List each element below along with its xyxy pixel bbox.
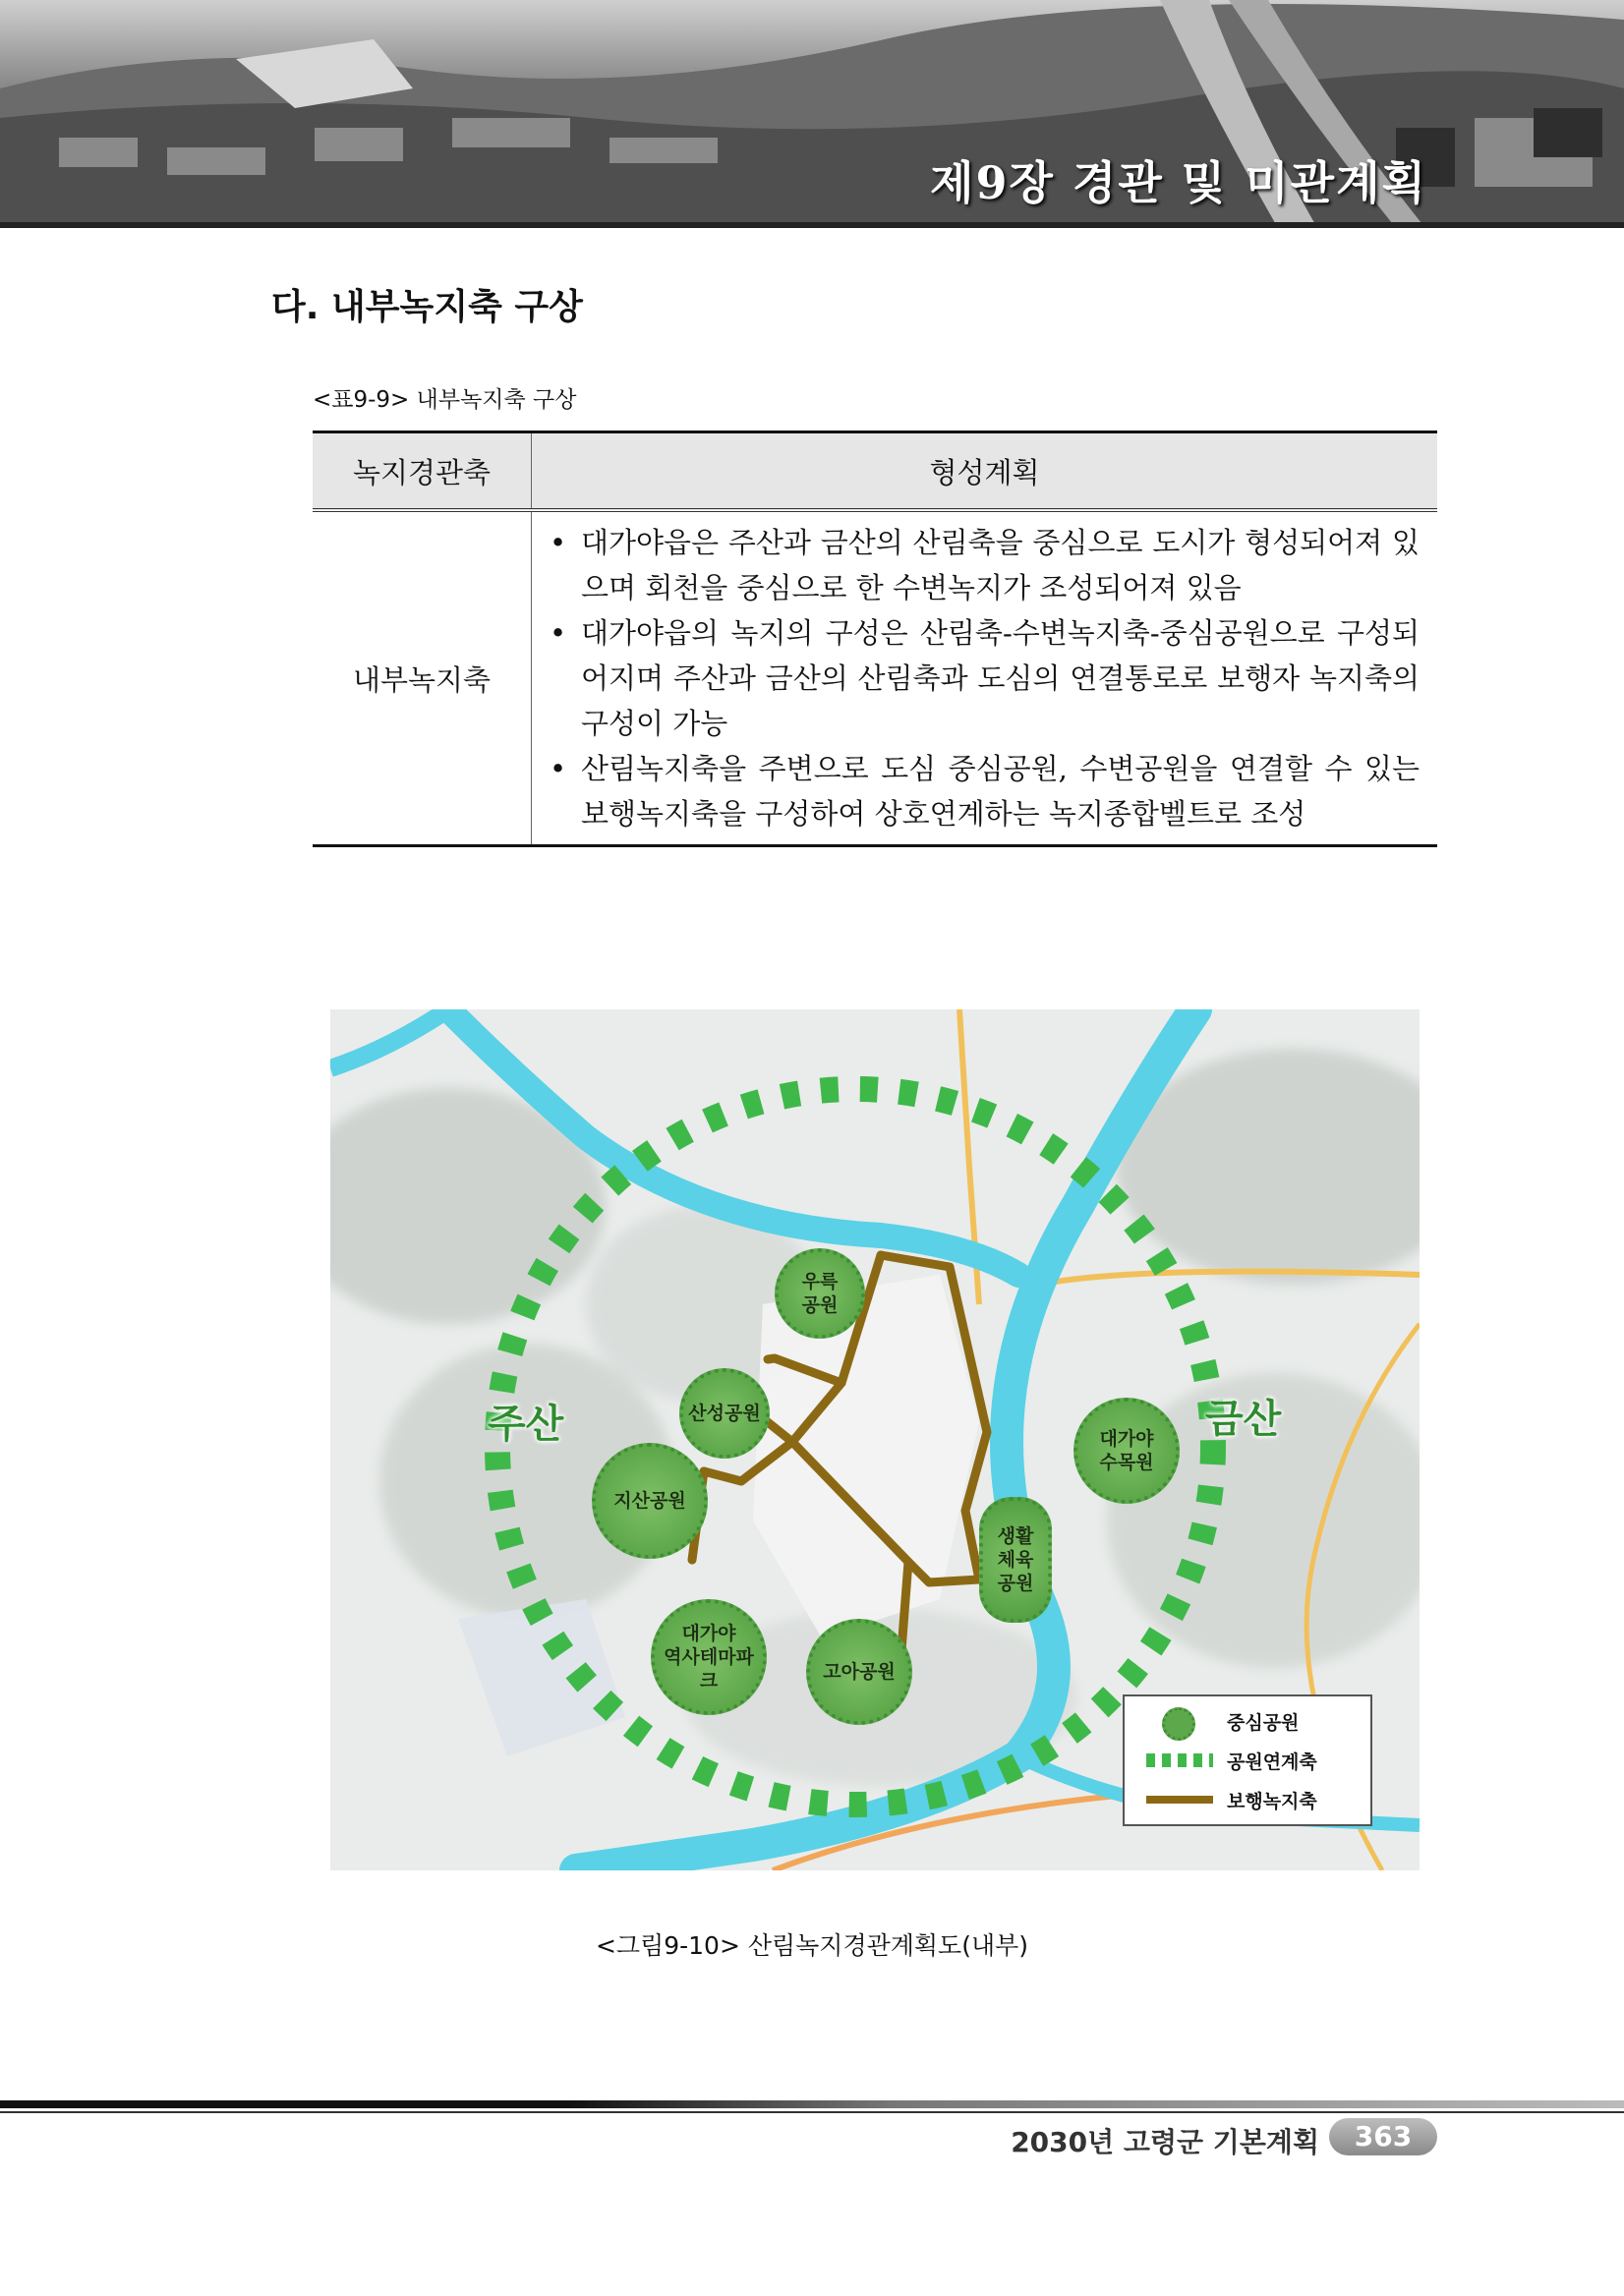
legend-item-pedestrian-axis xyxy=(1138,1785,1317,1814)
park-goa-label: 고아공원 xyxy=(823,1661,896,1683)
park-ureuk xyxy=(775,1248,865,1339)
park-daegaya-history-theme xyxy=(651,1599,767,1715)
park-goa xyxy=(806,1619,912,1725)
header-divider xyxy=(0,222,1624,228)
park-ureuk-label-2: 공원 xyxy=(801,1294,839,1316)
park-arboretum-label-2: 수목원 xyxy=(1099,1452,1154,1473)
plan-bullet-item: • 대가야읍은 주산과 금산의 산림축을 중심으로 도시가 형성되어져 있으며 회천을 중심으로 한 수변녹지가 조성되어져 있음 xyxy=(546,520,1420,610)
legend-label-central-park: 중심공원 xyxy=(1227,1711,1300,1734)
legend-label-park-link-axis: 공원연계축 xyxy=(1227,1751,1317,1773)
plan-bullet-item: • 대가야읍의 녹지의 구성은 산림축-수변녹지축-중심공원으로 구성되어지며 주산과 금산의 산림축과 도심의 연결통로로 보행자 녹지축의 구성이 가능 xyxy=(546,610,1420,746)
pedestrian-axis-symbol-icon xyxy=(1138,1785,1217,1814)
park-sports xyxy=(979,1497,1052,1623)
table-caption: <표9-9> 내부녹지축 구상 xyxy=(313,387,577,413)
park-sports-label-1: 생활 xyxy=(997,1525,1034,1547)
central-park-symbol-icon xyxy=(1138,1706,1217,1736)
chapter-header-banner xyxy=(0,0,1624,228)
section-heading: 다. 내부녹지축 구상 xyxy=(271,287,583,327)
mountain-label-jusan: 주산 xyxy=(488,1402,564,1447)
park-daegaya-theme-label-2: 역사테마파크 xyxy=(664,1646,754,1692)
footer-document-title: 2030년 고령군 기본계획 xyxy=(1011,2126,1319,2158)
mountain-label-geumsan: 금산 xyxy=(1205,1397,1282,1442)
park-sanseong xyxy=(679,1368,770,1459)
page-number: 363 xyxy=(1329,2118,1437,2155)
plan-bullet-list xyxy=(546,520,1420,836)
footer-divider-thick xyxy=(0,2100,1624,2108)
map-legend xyxy=(1123,1694,1372,1826)
legend-label-pedestrian-axis: 보행녹지축 xyxy=(1227,1790,1317,1812)
park-ureuk-label-1: 우륵 xyxy=(801,1271,839,1292)
park-daegaya-arboretum xyxy=(1073,1398,1180,1504)
chapter-title: 제9장 경관 및 미관계획 xyxy=(930,156,1427,209)
column-header-axis: 녹지경관축 xyxy=(313,432,532,511)
axis-name-cell: 내부녹지축 xyxy=(313,510,532,846)
footer-divider xyxy=(0,2111,1624,2113)
park-sports-label-2: 체육 xyxy=(997,1549,1034,1571)
forest-green-landscape-map xyxy=(330,1009,1420,1870)
table-row xyxy=(313,510,1437,846)
park-daegaya-theme-label-1: 대가야 xyxy=(681,1623,736,1644)
table-header-row xyxy=(313,432,1437,511)
park-link-axis-symbol-icon xyxy=(1138,1746,1217,1775)
plan-cell xyxy=(532,510,1438,846)
figure-caption: <그림9-10> 산림녹지경관계획도(내부) xyxy=(595,1931,1029,1960)
plan-bullet-item: • 산림녹지축을 주변으로 도심 중심공원, 수변공원을 연결할 수 있는 보행녹지축을 구성하여 상호연계하는 녹지종합벨트로 조성 xyxy=(546,746,1420,836)
column-header-plan: 형성계획 xyxy=(532,432,1438,511)
legend-item-central-park xyxy=(1138,1706,1299,1736)
legend-item-park-link-axis xyxy=(1138,1746,1317,1775)
park-arboretum-label-1: 대가야 xyxy=(1099,1428,1154,1450)
green-axis-plan-table xyxy=(313,430,1437,847)
park-sanseong-label: 산성공원 xyxy=(688,1403,761,1424)
park-jisan-label: 지산공원 xyxy=(613,1490,686,1512)
park-jisan xyxy=(592,1443,708,1559)
park-sports-label-3: 공원 xyxy=(997,1573,1034,1594)
